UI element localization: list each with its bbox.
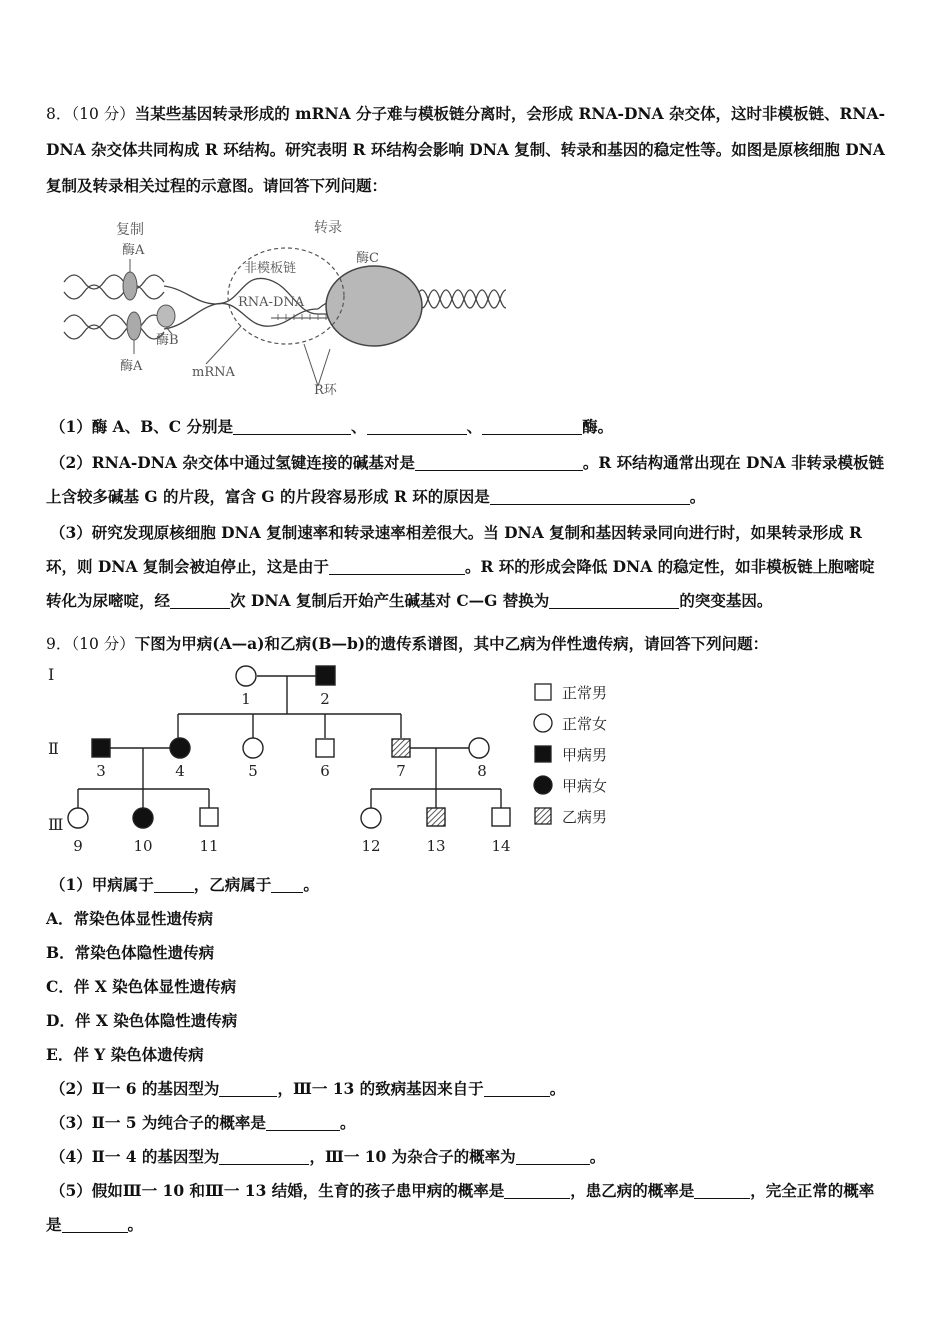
q9-sub5-mid1: ，患乙病的概率是 [570, 1181, 695, 1200]
q8-sub1-sep2: 、 [466, 417, 483, 436]
label-enzyme-c: 酶C [356, 251, 379, 266]
answer-blank[interactable] [266, 1112, 340, 1131]
id-11: 11 [199, 837, 219, 855]
q8-sub1-suffix: 酶。 [582, 417, 614, 436]
label-replication: 复制 [116, 222, 144, 238]
q9-sub5 [46, 1174, 908, 1208]
q8-stem-line1 [46, 96, 908, 132]
q8-sub3-line3-suffix: 的突变基因。 [679, 591, 773, 610]
option-d[interactable]: D．伴 X 染色体隐性遗传病 [46, 1011, 238, 1030]
legend-b-male: 乙病男 [562, 808, 608, 826]
label-mrna: mRNA [192, 365, 235, 380]
q9-sub4-mid: ，Ⅲ一 10 为杂合子的概率为 [309, 1147, 516, 1166]
person-6-normal-male [316, 739, 334, 757]
person-13-affected-b-male [427, 808, 445, 826]
id-2: 2 [320, 690, 330, 708]
q9-sub5-mid2: ，完全正常的概率 [750, 1181, 875, 1200]
person-1-normal-female [236, 666, 256, 686]
id-12: 12 [361, 837, 381, 855]
question-9 [46, 626, 908, 662]
legend-a-male: 甲病男 [562, 746, 608, 764]
label-enzyme-a-top: 酶A [122, 243, 145, 258]
legend-b-male-symbol [535, 808, 551, 824]
person-8-normal-female [469, 738, 489, 758]
answer-blank[interactable] [271, 874, 303, 893]
q9-sub1-mid: ，乙病属于 [193, 875, 272, 894]
q8-sub3-line2 [46, 550, 908, 584]
legend-normal-male-symbol [535, 684, 551, 700]
q8-sub3-line2-prefix: 环，则 DNA 复制会被迫停止，这是由于 [46, 557, 329, 576]
q8-sub3-line3-mid: 次 DNA 复制后开始产生碱基对 C—G 替换为 [230, 591, 550, 610]
q8-score: （10 分） [71, 105, 135, 123]
label-transcription: 转录 [314, 220, 342, 236]
id-1: 1 [241, 690, 251, 708]
q9-sub1-suffix: 。 [303, 875, 319, 894]
id-13: 13 [426, 837, 446, 855]
legend-a-female: 甲病女 [562, 777, 608, 795]
enzyme-a-top [123, 272, 137, 300]
option-a[interactable]: A．常染色体显性遗传病 [46, 909, 214, 928]
answer-blank[interactable] [694, 1180, 750, 1199]
legend-normal-female-symbol [534, 714, 552, 732]
pedigree-chart [46, 662, 646, 862]
answer-blank[interactable] [219, 1146, 309, 1165]
q9-sub1-prefix: （1）甲病属于 [50, 875, 154, 894]
q9-sub2-prefix: （2）Ⅱ一 6 的基因型为 [50, 1079, 220, 1098]
q9-stem [46, 626, 908, 662]
label-enzyme-a-bottom: 酶A [120, 359, 143, 374]
answer-blank[interactable] [516, 1146, 590, 1165]
q8-subquestions [46, 410, 908, 618]
answer-blank[interactable] [219, 1078, 277, 1097]
q9-number: 9． [46, 635, 72, 653]
q9-sub4-suffix: 。 [589, 1147, 606, 1166]
legend-a-female-symbol [534, 776, 552, 794]
dna-strand-lower-left [64, 315, 164, 329]
answer-blank[interactable] [367, 416, 467, 435]
option-b[interactable]: B．常染色体隐性遗传病 [46, 943, 215, 962]
q9-sub5-line2 [46, 1208, 908, 1242]
q8-sub3: （3）研究发现原核细胞 DNA 复制速率和转录速率相差很大。当 DNA 复制和基因转录同向进行时，如果转录形成 R [50, 523, 862, 542]
q8-sub3-line3-prefix: 转化为尿嘧啶，经 [46, 591, 171, 610]
person-10-affected-a-female [133, 808, 153, 828]
q9-sub3-suffix: 。 [339, 1113, 356, 1132]
q9-sub4 [46, 1140, 908, 1174]
person-3-affected-a-male [92, 739, 110, 757]
answer-blank[interactable] [62, 1214, 128, 1233]
q8-stem-line2: DNA 杂交体共同构成 R 环结构。研究表明 R 环结构会影响 DNA 复制、转录和基因的稳定性等。如图是原核细胞 DNA [46, 140, 885, 159]
answer-blank[interactable] [482, 416, 582, 435]
answer-blank[interactable] [233, 416, 351, 435]
enzyme-a-bottom [127, 312, 141, 340]
person-7-affected-b-male [392, 739, 410, 757]
person-2-affected-a-male [316, 666, 335, 685]
gen-label-i: Ⅰ [48, 665, 55, 684]
option-c[interactable]: C．伴 X 染色体显性遗传病 [46, 977, 237, 996]
answer-blank[interactable] [484, 1078, 550, 1097]
id-10: 10 [133, 837, 153, 855]
label-enzyme-b: 酶B [156, 333, 179, 348]
person-5-normal-female [243, 738, 263, 758]
q9-sub4-prefix: （4）Ⅱ一 4 的基因型为 [50, 1147, 220, 1166]
q8-sub2-line2-text: 上含较多碱基 G 的片段，富含 G 的片段容易形成 R 环的原因是 [46, 487, 490, 506]
answer-blank[interactable] [490, 486, 690, 505]
question-8 [46, 96, 908, 204]
q9-sub2 [46, 1072, 908, 1106]
q9-stem-text: 下图为甲病(A—a)和乙病(B—b)的遗传系谱图，其中乙病为伴性遗传病，请回答下列问题： [134, 634, 769, 653]
id-5: 5 [248, 762, 258, 780]
answer-blank[interactable] [170, 590, 230, 609]
q8-number: 8． [46, 105, 72, 123]
label-r-loop: R环 [314, 383, 337, 398]
id-3: 3 [96, 762, 106, 780]
q8-sub3-line2-suffix: 。R 环的形成会降低 DNA 的稳定性，如非模板链上胞嘧啶 [464, 557, 875, 576]
person-14-normal-male [492, 808, 510, 826]
legend-a-male-symbol [535, 746, 551, 762]
answer-blank[interactable] [329, 556, 465, 575]
q9-score: （10 分） [71, 635, 135, 653]
q9-sub3 [46, 1106, 908, 1140]
person-9-normal-female [68, 808, 88, 828]
id-9: 9 [73, 837, 83, 855]
gen-label-ii: Ⅱ [48, 739, 59, 758]
dna-strand-upper-left [64, 275, 164, 289]
replication-transcription-diagram [56, 214, 506, 404]
id-6: 6 [320, 762, 330, 780]
q9-sub2-suffix: 。 [549, 1079, 566, 1098]
id-14: 14 [491, 837, 511, 855]
legend-normal-female: 正常女 [562, 715, 608, 733]
q9-sub2-mid: ，Ⅲ一 13 的致病基因来自于 [277, 1079, 484, 1098]
answer-blank[interactable] [549, 590, 679, 609]
option-e[interactable]: E．伴 Y 染色体遗传病 [46, 1045, 204, 1064]
label-rna-dna: RNA-DNA [238, 295, 305, 310]
id-8: 8 [477, 762, 487, 780]
answer-blank[interactable] [504, 1180, 570, 1199]
q9-sub5-line2-prefix: 是 [46, 1215, 62, 1234]
gen-label-iii: Ⅲ [48, 815, 64, 834]
q9-subquestions [46, 868, 908, 1242]
q8-sub1-sep1: 、 [351, 417, 367, 436]
person-12-normal-female [361, 808, 381, 828]
q9-sub5-prefix: （5）假如Ⅲ一 10 和Ⅲ一 13 结婚，生育的孩子患甲病的概率是 [50, 1181, 505, 1200]
q9-sub3-prefix: （3）Ⅱ一 5 为纯合子的概率是 [50, 1113, 266, 1132]
id-4: 4 [175, 762, 185, 780]
q8-sub2-suffix: 。 [689, 487, 706, 506]
q8-sub2-prefix: （2）RNA-DNA 杂交体中通过氢键连接的碱基对是 [50, 453, 415, 472]
q9-sub5-suffix: 。 [127, 1215, 144, 1234]
person-11-normal-male [200, 808, 218, 826]
answer-blank[interactable] [415, 452, 583, 471]
id-7: 7 [396, 762, 406, 780]
label-nontemplate-strand: 非模板链 [244, 261, 297, 276]
q8-sub2-mid: 。R 环结构通常出现在 DNA 非转录模板链 [582, 453, 885, 472]
q8-sub1-prefix: （1）酶 A、B、C 分别是 [50, 417, 234, 436]
enzyme-b [157, 305, 175, 327]
q8-stem-text1: 当某些基因转录形成的 mRNA 分子难与模板链分离时，会形成 RNA-DNA 杂交体，这时非模板链、RNA- [134, 104, 885, 123]
q8-sub1 [46, 410, 908, 444]
q9-sub1 [46, 868, 908, 902]
person-4-affected-a-female [170, 738, 190, 758]
q8-sub2 [46, 446, 908, 480]
legend-normal-male: 正常男 [562, 684, 608, 702]
enzyme-c [326, 266, 422, 346]
q8-stem-line3: 复制及转录相关过程的示意图。请回答下列问题： [46, 176, 388, 195]
answer-blank[interactable] [154, 874, 194, 893]
q8-sub2-line2 [46, 480, 908, 514]
q8-sub3-line3 [46, 584, 908, 618]
